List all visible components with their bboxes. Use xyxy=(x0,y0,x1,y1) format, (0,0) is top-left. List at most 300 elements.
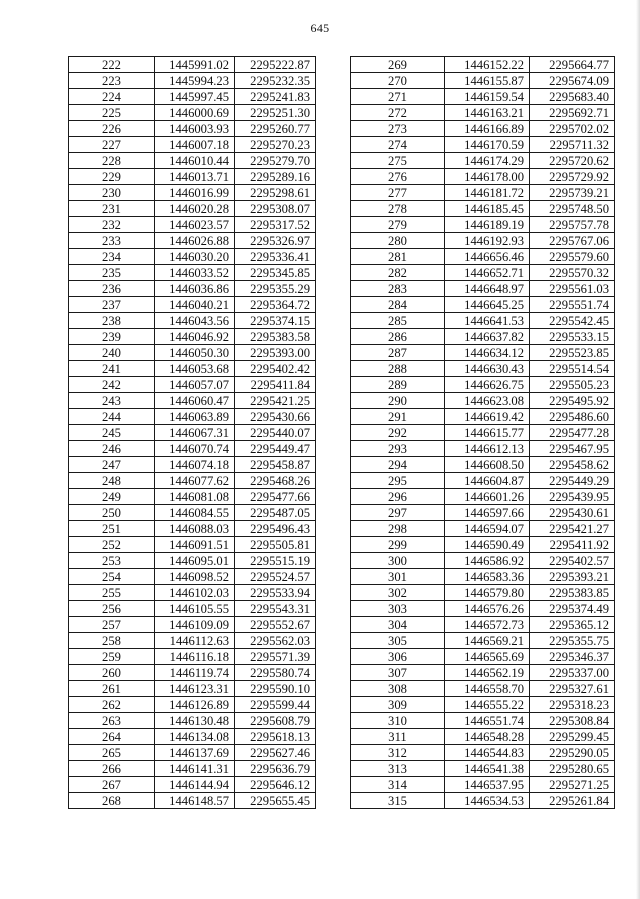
x-coordinate-cell: 1445991.02 xyxy=(155,57,235,73)
y-coordinate-cell: 2295308.07 xyxy=(235,201,316,217)
point-number-cell: 275 xyxy=(351,153,445,169)
point-number-cell: 262 xyxy=(69,697,155,713)
y-coordinate-cell: 2295711.32 xyxy=(530,137,615,153)
table-row xyxy=(69,217,316,233)
table-row xyxy=(69,425,316,441)
y-coordinate-cell: 2295383.85 xyxy=(530,585,615,601)
y-coordinate-cell: 2295590.10 xyxy=(235,681,316,697)
y-coordinate-cell: 2295458.87 xyxy=(235,457,316,473)
y-coordinate-cell: 2295289.16 xyxy=(235,169,316,185)
y-coordinate-cell: 2295241.83 xyxy=(235,89,316,105)
x-coordinate-cell: 1446109.09 xyxy=(155,617,235,633)
point-number-cell: 236 xyxy=(69,281,155,297)
y-coordinate-cell: 2295486.60 xyxy=(530,409,615,425)
table-row xyxy=(351,313,615,329)
point-number-cell: 276 xyxy=(351,169,445,185)
x-coordinate-cell: 1446137.69 xyxy=(155,745,235,761)
table-row xyxy=(69,473,316,489)
table-row xyxy=(351,633,615,649)
point-number-cell: 246 xyxy=(69,441,155,457)
x-coordinate-cell: 1446010.44 xyxy=(155,153,235,169)
x-coordinate-cell: 1446562.19 xyxy=(445,665,530,681)
y-coordinate-cell: 2295336.41 xyxy=(235,249,316,265)
y-coordinate-cell: 2295430.61 xyxy=(530,505,615,521)
x-coordinate-cell: 1446192.93 xyxy=(445,233,530,249)
point-number-cell: 296 xyxy=(351,489,445,505)
y-coordinate-cell: 2295739.21 xyxy=(530,185,615,201)
scan-edge-shadow xyxy=(636,0,640,899)
point-number-cell: 279 xyxy=(351,217,445,233)
table-row xyxy=(351,57,615,73)
point-number-cell: 302 xyxy=(351,585,445,601)
point-number-cell: 303 xyxy=(351,601,445,617)
point-number-cell: 245 xyxy=(69,425,155,441)
x-coordinate-cell: 1446040.21 xyxy=(155,297,235,313)
table-row xyxy=(351,585,615,601)
x-coordinate-cell: 1446565.69 xyxy=(445,649,530,665)
y-coordinate-cell: 2295337.00 xyxy=(530,665,615,681)
point-number-cell: 259 xyxy=(69,649,155,665)
x-coordinate-cell: 1446057.07 xyxy=(155,377,235,393)
y-coordinate-cell: 2295270.23 xyxy=(235,137,316,153)
point-number-cell: 274 xyxy=(351,137,445,153)
x-coordinate-cell: 1446555.22 xyxy=(445,697,530,713)
x-coordinate-cell: 1446579.80 xyxy=(445,585,530,601)
y-coordinate-cell: 2295261.84 xyxy=(530,793,615,809)
y-coordinate-cell: 2295505.81 xyxy=(235,537,316,553)
table-row xyxy=(69,569,316,585)
x-coordinate-cell: 1446123.31 xyxy=(155,681,235,697)
table-row xyxy=(351,457,615,473)
x-coordinate-cell: 1446548.28 xyxy=(445,729,530,745)
point-number-cell: 306 xyxy=(351,649,445,665)
table-row xyxy=(69,521,316,537)
table-row xyxy=(351,73,615,89)
table-row xyxy=(69,393,316,409)
y-coordinate-cell: 2295271.25 xyxy=(530,777,615,793)
x-coordinate-cell: 1445997.45 xyxy=(155,89,235,105)
y-coordinate-cell: 2295346.37 xyxy=(530,649,615,665)
point-number-cell: 239 xyxy=(69,329,155,345)
point-number-cell: 311 xyxy=(351,729,445,745)
y-coordinate-cell: 2295365.12 xyxy=(530,617,615,633)
point-number-cell: 266 xyxy=(69,761,155,777)
y-coordinate-cell: 2295355.29 xyxy=(235,281,316,297)
table-row xyxy=(69,585,316,601)
x-coordinate-cell: 1446102.03 xyxy=(155,585,235,601)
point-number-cell: 300 xyxy=(351,553,445,569)
y-coordinate-cell: 2295561.03 xyxy=(530,281,615,297)
point-number-cell: 253 xyxy=(69,553,155,569)
table-row xyxy=(69,505,316,521)
point-number-cell: 307 xyxy=(351,665,445,681)
point-number-cell: 226 xyxy=(69,121,155,137)
y-coordinate-cell: 2295326.97 xyxy=(235,233,316,249)
point-number-cell: 297 xyxy=(351,505,445,521)
x-coordinate-cell: 1446626.75 xyxy=(445,377,530,393)
point-number-cell: 265 xyxy=(69,745,155,761)
point-number-cell: 273 xyxy=(351,121,445,137)
point-number-cell: 290 xyxy=(351,393,445,409)
point-number-cell: 231 xyxy=(69,201,155,217)
y-coordinate-cell: 2295279.70 xyxy=(235,153,316,169)
y-coordinate-cell: 2295543.31 xyxy=(235,601,316,617)
point-number-cell: 268 xyxy=(69,793,155,809)
y-coordinate-cell: 2295477.28 xyxy=(530,425,615,441)
x-coordinate-cell: 1446126.89 xyxy=(155,697,235,713)
table-row xyxy=(351,105,615,121)
table-row xyxy=(69,777,316,793)
table-row xyxy=(351,89,615,105)
table-row xyxy=(351,217,615,233)
x-coordinate-cell: 1446007.18 xyxy=(155,137,235,153)
point-number-cell: 224 xyxy=(69,89,155,105)
x-coordinate-cell: 1446637.82 xyxy=(445,329,530,345)
x-coordinate-cell: 1446067.31 xyxy=(155,425,235,441)
table-row xyxy=(69,233,316,249)
x-coordinate-cell: 1446091.51 xyxy=(155,537,235,553)
table-row xyxy=(69,121,316,137)
point-number-cell: 256 xyxy=(69,601,155,617)
x-coordinate-cell: 1446033.52 xyxy=(155,265,235,281)
point-number-cell: 269 xyxy=(351,57,445,73)
table-row xyxy=(351,249,615,265)
table-row xyxy=(69,313,316,329)
point-number-cell: 298 xyxy=(351,521,445,537)
table-row xyxy=(69,665,316,681)
table-row xyxy=(69,713,316,729)
point-number-cell: 286 xyxy=(351,329,445,345)
x-coordinate-cell: 1446074.18 xyxy=(155,457,235,473)
point-number-cell: 294 xyxy=(351,457,445,473)
y-coordinate-cell: 2295533.15 xyxy=(530,329,615,345)
table-row xyxy=(69,553,316,569)
table-row xyxy=(69,329,316,345)
point-number-cell: 270 xyxy=(351,73,445,89)
table-row xyxy=(69,409,316,425)
point-number-cell: 247 xyxy=(69,457,155,473)
table-row xyxy=(351,169,615,185)
table-row xyxy=(69,265,316,281)
x-coordinate-cell: 1446601.26 xyxy=(445,489,530,505)
y-coordinate-cell: 2295627.46 xyxy=(235,745,316,761)
y-coordinate-cell: 2295562.03 xyxy=(235,633,316,649)
table-row xyxy=(69,729,316,745)
table-row xyxy=(351,297,615,313)
point-number-cell: 257 xyxy=(69,617,155,633)
point-number-cell: 304 xyxy=(351,617,445,633)
y-coordinate-cell: 2295318.23 xyxy=(530,697,615,713)
y-coordinate-cell: 2295327.61 xyxy=(530,681,615,697)
y-coordinate-cell: 2295374.15 xyxy=(235,313,316,329)
table-row xyxy=(351,345,615,361)
point-number-cell: 291 xyxy=(351,409,445,425)
x-coordinate-cell: 1446098.52 xyxy=(155,569,235,585)
y-coordinate-cell: 2295440.07 xyxy=(235,425,316,441)
table-row xyxy=(69,281,316,297)
table-row xyxy=(351,409,615,425)
x-coordinate-cell: 1446134.08 xyxy=(155,729,235,745)
x-coordinate-cell: 1446095.01 xyxy=(155,553,235,569)
y-coordinate-cell: 2295570.32 xyxy=(530,265,615,281)
y-coordinate-cell: 2295646.12 xyxy=(235,777,316,793)
x-coordinate-cell: 1446046.92 xyxy=(155,329,235,345)
table-row xyxy=(69,681,316,697)
y-coordinate-cell: 2295487.05 xyxy=(235,505,316,521)
table-row xyxy=(351,505,615,521)
point-number-cell: 313 xyxy=(351,761,445,777)
table-row xyxy=(351,761,615,777)
table-row xyxy=(351,617,615,633)
y-coordinate-cell: 2295729.92 xyxy=(530,169,615,185)
y-coordinate-cell: 2295355.75 xyxy=(530,633,615,649)
y-coordinate-cell: 2295515.19 xyxy=(235,553,316,569)
y-coordinate-cell: 2295317.52 xyxy=(235,217,316,233)
point-number-cell: 252 xyxy=(69,537,155,553)
point-number-cell: 225 xyxy=(69,105,155,121)
x-coordinate-cell: 1446030.20 xyxy=(155,249,235,265)
table-row xyxy=(69,201,316,217)
y-coordinate-cell: 2295757.78 xyxy=(530,217,615,233)
table-row xyxy=(351,569,615,585)
x-coordinate-cell: 1446060.47 xyxy=(155,393,235,409)
x-coordinate-cell: 1446594.07 xyxy=(445,521,530,537)
y-coordinate-cell: 2295468.26 xyxy=(235,473,316,489)
point-number-cell: 278 xyxy=(351,201,445,217)
x-coordinate-cell: 1446163.21 xyxy=(445,105,530,121)
x-coordinate-cell: 1446077.62 xyxy=(155,473,235,489)
y-coordinate-cell: 2295374.49 xyxy=(530,601,615,617)
point-number-cell: 233 xyxy=(69,233,155,249)
y-coordinate-cell: 2295702.02 xyxy=(530,121,615,137)
y-coordinate-cell: 2295533.94 xyxy=(235,585,316,601)
x-coordinate-cell: 1446178.00 xyxy=(445,169,530,185)
x-coordinate-cell: 1446000.69 xyxy=(155,105,235,121)
x-coordinate-cell: 1446189.19 xyxy=(445,217,530,233)
x-coordinate-cell: 1446141.31 xyxy=(155,761,235,777)
point-number-cell: 285 xyxy=(351,313,445,329)
table-row xyxy=(351,265,615,281)
x-coordinate-cell: 1446558.70 xyxy=(445,681,530,697)
x-coordinate-cell: 1446634.12 xyxy=(445,345,530,361)
x-coordinate-cell: 1446645.25 xyxy=(445,297,530,313)
y-coordinate-cell: 2295514.54 xyxy=(530,361,615,377)
y-coordinate-cell: 2295421.25 xyxy=(235,393,316,409)
table-row xyxy=(69,57,316,73)
point-number-cell: 312 xyxy=(351,745,445,761)
point-number-cell: 271 xyxy=(351,89,445,105)
point-number-cell: 292 xyxy=(351,425,445,441)
y-coordinate-cell: 2295692.71 xyxy=(530,105,615,121)
y-coordinate-cell: 2295571.39 xyxy=(235,649,316,665)
table-row xyxy=(351,153,615,169)
table-row xyxy=(69,697,316,713)
x-coordinate-cell: 1446166.89 xyxy=(445,121,530,137)
y-coordinate-cell: 2295495.92 xyxy=(530,393,615,409)
point-number-cell: 251 xyxy=(69,521,155,537)
table-row xyxy=(351,553,615,569)
y-coordinate-cell: 2295767.06 xyxy=(530,233,615,249)
y-coordinate-cell: 2295505.23 xyxy=(530,377,615,393)
point-number-cell: 310 xyxy=(351,713,445,729)
y-coordinate-cell: 2295674.09 xyxy=(530,73,615,89)
y-coordinate-cell: 2295496.43 xyxy=(235,521,316,537)
point-number-cell: 267 xyxy=(69,777,155,793)
point-number-cell: 243 xyxy=(69,393,155,409)
x-coordinate-cell: 1446551.74 xyxy=(445,713,530,729)
table-row xyxy=(351,489,615,505)
point-number-cell: 222 xyxy=(69,57,155,73)
table-row xyxy=(351,665,615,681)
point-number-cell: 227 xyxy=(69,137,155,153)
table-row xyxy=(351,121,615,137)
table-row xyxy=(69,489,316,505)
point-number-cell: 263 xyxy=(69,713,155,729)
table-row xyxy=(69,249,316,265)
point-number-cell: 238 xyxy=(69,313,155,329)
x-coordinate-cell: 1446119.74 xyxy=(155,665,235,681)
x-coordinate-cell: 1446088.03 xyxy=(155,521,235,537)
point-number-cell: 272 xyxy=(351,105,445,121)
point-number-cell: 309 xyxy=(351,697,445,713)
table-row xyxy=(351,233,615,249)
y-coordinate-cell: 2295551.74 xyxy=(530,297,615,313)
y-coordinate-cell: 2295393.21 xyxy=(530,569,615,585)
table-row xyxy=(351,281,615,297)
x-coordinate-cell: 1446105.55 xyxy=(155,601,235,617)
table-row xyxy=(351,713,615,729)
table-row xyxy=(351,329,615,345)
point-number-cell: 283 xyxy=(351,281,445,297)
table-row xyxy=(69,745,316,761)
table-row xyxy=(351,201,615,217)
y-coordinate-cell: 2295383.58 xyxy=(235,329,316,345)
x-coordinate-cell: 1446050.30 xyxy=(155,345,235,361)
x-coordinate-cell: 1446016.99 xyxy=(155,185,235,201)
table-row xyxy=(69,761,316,777)
table-row xyxy=(351,777,615,793)
table-row xyxy=(351,521,615,537)
table-row xyxy=(69,537,316,553)
x-coordinate-cell: 1446112.63 xyxy=(155,633,235,649)
point-number-cell: 299 xyxy=(351,537,445,553)
table-row xyxy=(69,105,316,121)
x-coordinate-cell: 1446053.68 xyxy=(155,361,235,377)
x-coordinate-cell: 1446608.50 xyxy=(445,457,530,473)
point-number-cell: 240 xyxy=(69,345,155,361)
x-coordinate-cell: 1446185.45 xyxy=(445,201,530,217)
table-row xyxy=(69,345,316,361)
point-number-cell: 281 xyxy=(351,249,445,265)
table-row xyxy=(351,137,615,153)
y-coordinate-cell: 2295524.57 xyxy=(235,569,316,585)
y-coordinate-cell: 2295449.47 xyxy=(235,441,316,457)
x-coordinate-cell: 1446170.59 xyxy=(445,137,530,153)
table-row xyxy=(69,361,316,377)
table-row xyxy=(351,681,615,697)
x-coordinate-cell: 1446181.72 xyxy=(445,185,530,201)
table-row xyxy=(69,633,316,649)
x-coordinate-cell: 1446583.36 xyxy=(445,569,530,585)
x-coordinate-cell: 1446619.42 xyxy=(445,409,530,425)
coordinates-table-right xyxy=(350,56,615,809)
y-coordinate-cell: 2295608.79 xyxy=(235,713,316,729)
point-number-cell: 314 xyxy=(351,777,445,793)
point-number-cell: 280 xyxy=(351,233,445,249)
x-coordinate-cell: 1446612.13 xyxy=(445,441,530,457)
x-coordinate-cell: 1446070.74 xyxy=(155,441,235,457)
table-row xyxy=(351,393,615,409)
point-number-cell: 241 xyxy=(69,361,155,377)
y-coordinate-cell: 2295636.79 xyxy=(235,761,316,777)
y-coordinate-cell: 2295411.92 xyxy=(530,537,615,553)
x-coordinate-cell: 1446013.71 xyxy=(155,169,235,185)
x-coordinate-cell: 1446155.87 xyxy=(445,73,530,89)
point-number-cell: 235 xyxy=(69,265,155,281)
y-coordinate-cell: 2295552.67 xyxy=(235,617,316,633)
table-row xyxy=(69,649,316,665)
table-row xyxy=(69,185,316,201)
y-coordinate-cell: 2295664.77 xyxy=(530,57,615,73)
table-row xyxy=(351,745,615,761)
table-row xyxy=(69,457,316,473)
coordinates-table-left xyxy=(68,56,316,809)
point-number-cell: 301 xyxy=(351,569,445,585)
table-row xyxy=(351,361,615,377)
point-number-cell: 277 xyxy=(351,185,445,201)
table-row xyxy=(69,73,316,89)
table-row xyxy=(69,441,316,457)
table-row xyxy=(69,601,316,617)
point-number-cell: 287 xyxy=(351,345,445,361)
y-coordinate-cell: 2295467.95 xyxy=(530,441,615,457)
point-number-cell: 250 xyxy=(69,505,155,521)
x-coordinate-cell: 1446656.46 xyxy=(445,249,530,265)
x-coordinate-cell: 1446615.77 xyxy=(445,425,530,441)
table-row xyxy=(69,377,316,393)
table-row xyxy=(351,537,615,553)
y-coordinate-cell: 2295618.13 xyxy=(235,729,316,745)
x-coordinate-cell: 1446063.89 xyxy=(155,409,235,425)
x-coordinate-cell: 1446534.53 xyxy=(445,793,530,809)
x-coordinate-cell: 1446081.08 xyxy=(155,489,235,505)
table-row xyxy=(69,617,316,633)
x-coordinate-cell: 1446043.56 xyxy=(155,313,235,329)
y-coordinate-cell: 2295402.42 xyxy=(235,361,316,377)
y-coordinate-cell: 2295449.29 xyxy=(530,473,615,489)
x-coordinate-cell: 1446541.38 xyxy=(445,761,530,777)
x-coordinate-cell: 1446597.66 xyxy=(445,505,530,521)
y-coordinate-cell: 2295683.40 xyxy=(530,89,615,105)
point-number-cell: 249 xyxy=(69,489,155,505)
x-coordinate-cell: 1446537.95 xyxy=(445,777,530,793)
table-row xyxy=(351,441,615,457)
x-coordinate-cell: 1446544.83 xyxy=(445,745,530,761)
x-coordinate-cell: 1446152.22 xyxy=(445,57,530,73)
point-number-cell: 264 xyxy=(69,729,155,745)
y-coordinate-cell: 2295748.50 xyxy=(530,201,615,217)
point-number-cell: 295 xyxy=(351,473,445,489)
point-number-cell: 229 xyxy=(69,169,155,185)
x-coordinate-cell: 1446084.55 xyxy=(155,505,235,521)
x-coordinate-cell: 1446159.54 xyxy=(445,89,530,105)
y-coordinate-cell: 2295542.45 xyxy=(530,313,615,329)
y-coordinate-cell: 2295290.05 xyxy=(530,745,615,761)
table-row xyxy=(351,601,615,617)
x-coordinate-cell: 1446174.29 xyxy=(445,153,530,169)
table-row xyxy=(69,153,316,169)
point-number-cell: 308 xyxy=(351,681,445,697)
